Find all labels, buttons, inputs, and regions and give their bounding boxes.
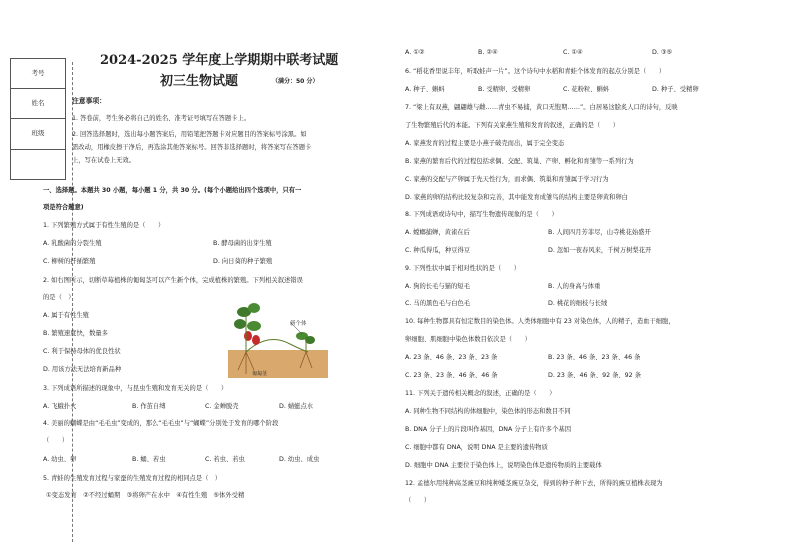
option-c[interactable]: C. 金蝉脱壳	[205, 403, 239, 410]
question-statements: ①变态发育 ②不经过蛹期 ③将卵产在水中 ④有性生殖 ⑤体外受精	[46, 492, 245, 499]
question-stem: 的是（ ）	[43, 294, 75, 301]
option-a[interactable]: A. 23 条、46 条、23 条、23 条	[405, 354, 498, 361]
option-b[interactable]: B. 23 条、46 条、23 条、46 条	[548, 354, 641, 361]
question-stem: 卵细胞、肌细胞中染色体数目依次是（ ）	[405, 336, 531, 343]
notice-line: 1. 答卷前，考生务必将自己的姓名、准考证号填写在答题卡上。	[72, 115, 251, 122]
option-a[interactable]: A. 乳酸菌的分裂生殖	[43, 240, 102, 247]
question-stem: 5. 青蛙的生殖发育过程与家蚕的生殖发育过程的相同点是（ ）	[43, 475, 222, 482]
question-stem: 6. “稻花香里说丰年，听取蛙声一片”。这个诗句中水稻和青蛙个体发育的起点分别是（ ）	[405, 68, 666, 75]
option-d[interactable]: D. 细胞中 DNA 主要位于染色体上，说明染色体是遗传物质的主要载体	[405, 462, 602, 469]
option-a[interactable]: A. 狗的长毛与猫的短毛	[405, 283, 470, 290]
option-b[interactable]: B. ②④	[478, 49, 498, 56]
question-stem: 12. 孟德尔用纯种高茎豌豆和纯种矮茎豌豆杂交，得到的种子种下去，所得的豌豆植株表现为	[405, 480, 663, 487]
question-stem: 4. 美丽的蝴蝶是由“毛毛虫”变成的，那么“毛毛虫”与“蝴蝶”分别处于发育的哪个阶段	[43, 420, 279, 427]
option-a[interactable]: A. ①②	[405, 49, 425, 56]
option-a[interactable]: A. 飞蛾扑火	[43, 403, 77, 410]
option-d[interactable]: D. ③⑤	[652, 49, 673, 56]
option-c[interactable]: C. 马的黑色毛与白色毛	[405, 300, 471, 307]
option-c[interactable]: C. 种瓜得瓜，种豆得豆	[405, 247, 471, 254]
strawberry-runner-figure	[228, 292, 328, 378]
option-c[interactable]: C. 若虫、若虫	[205, 456, 245, 463]
option-a[interactable]: A. 幼虫、卵	[43, 456, 77, 463]
exam-number-field[interactable]: 考号	[11, 59, 65, 89]
option-c[interactable]: C. 家燕的交配与产卵属于先天性行为，而求偶、筑巢和育雏属于学习行为	[405, 176, 609, 183]
question-stem: 了生物繁殖后代的本能。下列有关家燕生殖和发育的叙述，正确的是（ ）	[405, 122, 620, 129]
option-a[interactable]: A. 同种生物不同结构的体细胞中，染色体的形态和数目不同	[405, 408, 571, 415]
option-d[interactable]: D. 向日葵的种子繁殖	[213, 258, 273, 265]
notice-line: 2. 回答选择题时，选出每小题答案后，用铅笔把答题卡对应题目的答案标号涂黑。如	[72, 131, 307, 138]
question-stem: 10. 每种生物都具有恒定数目的染色体。人类体细胞中有 23 对染色体，人的精子，造血干细胞，	[405, 318, 675, 325]
option-d[interactable]: D. 23 条、46 条、92 条、92 条	[548, 372, 641, 379]
option-b[interactable]: B. 家燕的繁育后代的过程包括求偶、交配、筑巢、产卵、孵化和育雏等一系列行为	[405, 158, 634, 165]
option-b[interactable]: B. 人间四月芳菲尽，山寺桃花始盛开	[548, 229, 651, 236]
option-d[interactable]: D. 用该方法无法培育新品种	[43, 366, 122, 373]
full-score: （满分：50 分）	[272, 78, 319, 85]
section-heading: 项是符合题意)	[43, 204, 84, 211]
soil	[228, 350, 328, 378]
option-a[interactable]: A. 家燕发育的过程主要是小燕子破壳而出，属于完全变态	[405, 140, 565, 147]
question-stem: 1. 下列繁殖方式属于有性生殖的是（ ）	[43, 222, 165, 229]
option-d[interactable]: D. 幼虫、成虫	[279, 456, 320, 463]
option-c[interactable]: C. 细胞中都有 DNA，说明 DNA 是主要的遗传物质	[405, 444, 548, 451]
option-a[interactable]: A. 螳螂捕蝉，黄雀在后	[405, 229, 470, 236]
question-paren: （ ）	[405, 497, 431, 504]
question-stem: 11. 下列关于遗传相关概念的叙述，正确的是（ ）	[405, 390, 556, 397]
option-b[interactable]: B. DNA 分子上的片段叫作基因，DNA 分子上有许多个基因	[405, 426, 571, 433]
option-d[interactable]: D. 桃花的细枝与长绒	[548, 300, 608, 307]
figure-label-runner: 匍匐茎	[252, 371, 268, 377]
question-stem: 8. 下列成语或诗句中，描写生物遗传现象的是（ ）	[405, 211, 558, 218]
question-paren: （ ）	[43, 437, 69, 444]
exam-title: 2024-2025 学年度上学期期中联考试题	[100, 53, 339, 68]
option-d[interactable]: D. 忽如一夜春风来，千树万树梨花开	[548, 247, 652, 254]
figure-label-new-plant: 新个体	[290, 321, 307, 327]
option-d[interactable]: D. 蜻蜓点水	[279, 403, 314, 410]
option-b[interactable]: B. 蛹、若虫	[132, 456, 166, 463]
option-b[interactable]: B. 繁殖速度快，数量多	[43, 330, 108, 337]
name-field[interactable]: 姓名	[11, 89, 65, 119]
option-c[interactable]: C. 23 条、23 条、46 条、46 条	[405, 372, 498, 379]
option-b[interactable]: B. 人的身高与体重	[548, 283, 601, 290]
option-a[interactable]: A. 属于有性生殖	[43, 312, 89, 319]
option-a[interactable]: A. 种子、蝌蚪	[405, 86, 445, 93]
notice-heading: 注意事项：	[72, 97, 106, 105]
notice-line: 上，写在试卷上无效。	[72, 157, 135, 164]
question-stem: 3. 下列成语所描述的现象中，与昆虫生殖和发育无关的是（ ）	[43, 385, 228, 392]
option-d[interactable]: D. 种子、受精卵	[652, 86, 699, 93]
question-stem: 7. “梁上有双燕，翩翩雄与雌……青虫不易捕，黄口无饱期……”。白居易这脍炙人口的诗句，反映	[405, 104, 678, 111]
section-heading: 一、选择题。本题共 30 小题，每小题 1 分，共 30 分。(每个小题给出四个选项中，只有一	[43, 187, 302, 194]
option-c[interactable]: C. 利于保持母体的优良性状	[43, 348, 121, 355]
option-c[interactable]: C. 柳树的扦插繁殖	[43, 258, 96, 265]
option-b[interactable]: B. 作茧自缚	[132, 403, 166, 410]
notice-line: 需改动，用橡皮擦干净后，再选涂其他答案标号。回答非选择题时，将答案写在答题卡	[72, 144, 312, 151]
option-b[interactable]: B. 受精卵、受精卵	[478, 86, 531, 93]
exam-subtitle: 初三生物试题	[160, 74, 239, 89]
option-c[interactable]: C. ①④	[563, 49, 583, 56]
option-b[interactable]: B. 酵母菌的出芽生殖	[213, 240, 272, 247]
student-info-box	[10, 58, 66, 180]
question-stem: 2. 如右图所示，切断草莓植株的匍匐茎可以产生新个体，完成植株的繁殖。下列相关叙述错误	[43, 277, 303, 284]
option-c[interactable]: C. 花粉粒、蝌蚪	[563, 86, 610, 93]
option-d[interactable]: D. 家燕的卵的结构比较复杂和完善，其中能发育成雏鸟的结构主要是卵黄和卵白	[405, 194, 628, 201]
question-stem: 9. 下列性状中属于相对性状的是（ ）	[405, 265, 521, 272]
box-divider	[11, 149, 65, 150]
class-field[interactable]: 班级	[31, 129, 45, 137]
